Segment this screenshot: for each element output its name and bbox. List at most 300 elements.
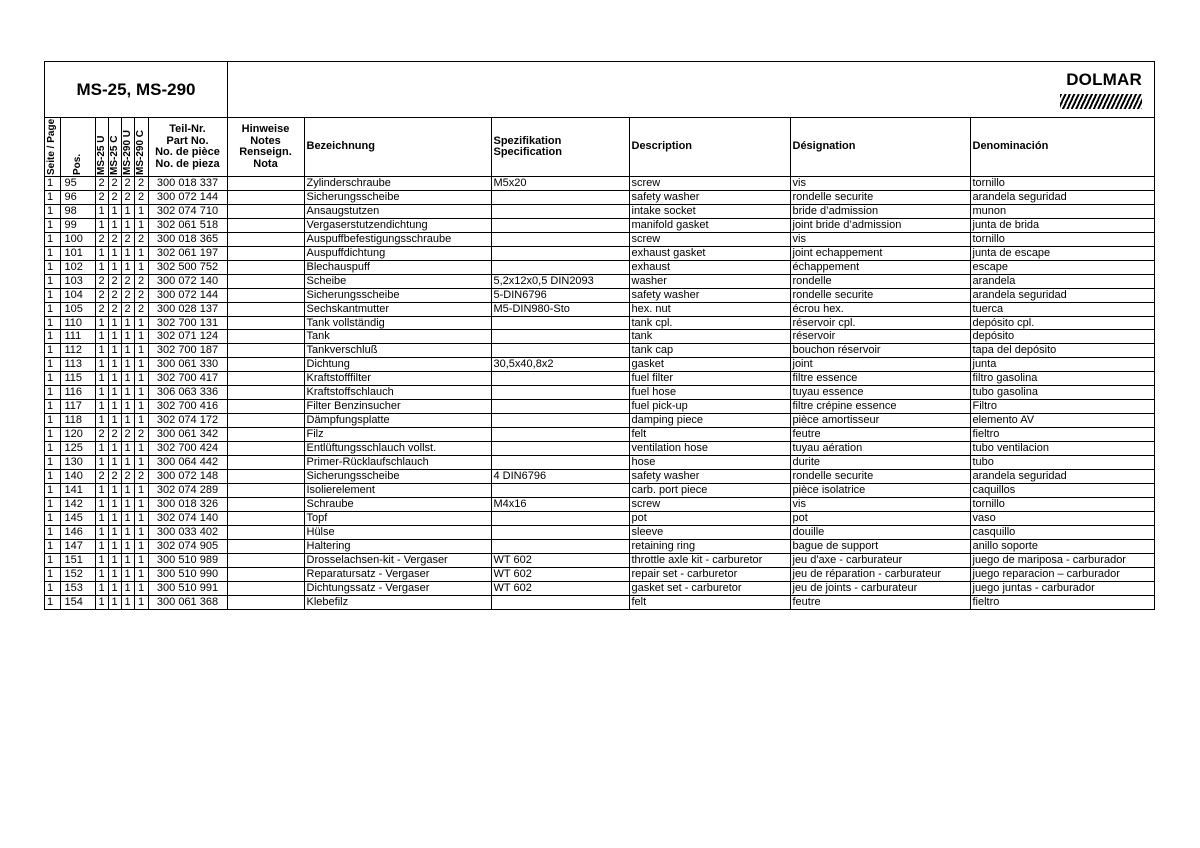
page-cell: 1 [45, 190, 60, 204]
qty-ms25u-cell: 2 [95, 302, 108, 316]
qty-ms290c-cell: 1 [134, 483, 148, 497]
denominacion-cell: tuerca [970, 302, 1154, 316]
qty-ms290c-cell: 1 [134, 400, 148, 414]
designation-cell: rondelle securite [790, 470, 970, 484]
qty-ms25u-cell: 1 [95, 497, 108, 511]
bezeichnung-cell: Sicherungsscheibe [304, 190, 491, 204]
qty-ms25c-cell: 2 [108, 302, 121, 316]
table-row [45, 539, 1154, 553]
pos-cell: 105 [60, 302, 95, 316]
qty-ms25c-cell: 1 [108, 414, 121, 428]
qty-ms290u-cell: 1 [121, 511, 134, 525]
qty-ms25c-cell: 2 [108, 428, 121, 442]
brand-cell [228, 62, 1154, 117]
part-no-cell: 300 072 144 [148, 190, 227, 204]
notes-cell [227, 525, 304, 539]
qty-ms25c-cell: 2 [108, 190, 121, 204]
designation-cell: douille [790, 525, 970, 539]
qty-ms25u-cell: 2 [95, 288, 108, 302]
specification-cell [491, 246, 629, 260]
designation-cell: filtre crépine essence [790, 400, 970, 414]
bezeichnung-cell: Zylinderschraube [304, 177, 491, 191]
qty-ms290u-cell: 1 [121, 344, 134, 358]
notes-cell [227, 246, 304, 260]
part-no-cell: 302 074 140 [148, 511, 227, 525]
designation-cell: joint bride d’admission [790, 218, 970, 232]
specification-cell: 4 DIN6796 [491, 470, 629, 484]
pos-cell: 103 [60, 274, 95, 288]
pos-cell: 116 [60, 386, 95, 400]
pos-cell: 146 [60, 525, 95, 539]
bezeichnung-cell: Hülse [304, 525, 491, 539]
qty-ms25u-cell: 1 [95, 260, 108, 274]
page-cell: 1 [45, 497, 60, 511]
table-row [45, 288, 1154, 302]
part-no-cell: 300 072 144 [148, 288, 227, 302]
designation-cell: réservoir [790, 330, 970, 344]
brand-logo-text: DOLMAR [1066, 70, 1142, 89]
description-cell: screw [629, 177, 790, 191]
qty-ms290u-cell: 1 [121, 260, 134, 274]
designation-cell: pot [790, 511, 970, 525]
specification-cell [491, 400, 629, 414]
qty-ms290u-cell: 1 [121, 358, 134, 372]
qty-ms25c-cell: 1 [108, 218, 121, 232]
part-no-cell: 300 072 148 [148, 470, 227, 484]
page-cell: 1 [45, 288, 60, 302]
qty-ms290u-cell: 1 [121, 442, 134, 456]
pos-cell: 112 [60, 344, 95, 358]
pos-cell: 104 [60, 288, 95, 302]
pos-cell: 117 [60, 400, 95, 414]
denominacion-cell: tubo [970, 456, 1154, 470]
qty-ms25c-cell: 1 [108, 400, 121, 414]
notes-cell [227, 567, 304, 581]
bezeichnung-cell: Dichtung [304, 358, 491, 372]
pos-cell: 101 [60, 246, 95, 260]
specification-cell [491, 511, 629, 525]
qty-ms290u-cell: 1 [121, 218, 134, 232]
denominacion-cell: arandela seguridad [970, 470, 1154, 484]
specification-cell [491, 386, 629, 400]
part-no-cell: 302 074 172 [148, 414, 227, 428]
col-header-part-no: Teil-Nr. Part No. No. de pièce No. de pieza [148, 118, 227, 177]
qty-ms290c-cell: 1 [134, 372, 148, 386]
table-row [45, 204, 1154, 218]
notes-cell [227, 442, 304, 456]
qty-ms25u-cell: 1 [95, 539, 108, 553]
bezeichnung-cell: Kraftstofffilter [304, 372, 491, 386]
designation-cell: joint [790, 358, 970, 372]
page-cell: 1 [45, 218, 60, 232]
pos-cell: 125 [60, 442, 95, 456]
designation-cell: tuyau essence [790, 386, 970, 400]
qty-ms25c-cell: 2 [108, 177, 121, 191]
col-header-bezeichnung: Bezeichnung [304, 118, 491, 177]
qty-ms25c-cell: 2 [108, 470, 121, 484]
qty-ms25u-cell: 1 [95, 442, 108, 456]
denominacion-cell: depósito cpl. [970, 316, 1154, 330]
description-cell: manifold gasket [629, 218, 790, 232]
description-cell: hex. nut [629, 302, 790, 316]
qty-ms290u-cell: 1 [121, 539, 134, 553]
description-cell: safety washer [629, 288, 790, 302]
bezeichnung-cell: Sicherungsscheibe [304, 288, 491, 302]
col-header-pos: Pos. [60, 118, 95, 177]
designation-cell: rondelle securite [790, 190, 970, 204]
qty-ms290u-cell: 1 [121, 553, 134, 567]
qty-ms290c-cell: 2 [134, 470, 148, 484]
notes-cell [227, 414, 304, 428]
denominacion-cell: tubo ventilacion [970, 442, 1154, 456]
table-row [45, 232, 1154, 246]
denominacion-cell: depósito [970, 330, 1154, 344]
bezeichnung-cell: Scheibe [304, 274, 491, 288]
notes-cell [227, 218, 304, 232]
table-row [45, 470, 1154, 484]
specification-cell [491, 330, 629, 344]
denominacion-cell: juego de mariposa - carburador [970, 553, 1154, 567]
qty-ms25c-cell: 2 [108, 232, 121, 246]
pos-cell: 100 [60, 232, 95, 246]
qty-ms290u-cell: 1 [121, 330, 134, 344]
description-cell: gasket set - carburetor [629, 581, 790, 595]
page-cell: 1 [45, 302, 60, 316]
qty-ms290c-cell: 2 [134, 177, 148, 191]
description-cell: fuel hose [629, 386, 790, 400]
denominacion-cell: juego reparacion – carburador [970, 567, 1154, 581]
part-no-cell: 300 510 989 [148, 553, 227, 567]
description-cell: retaining ring [629, 539, 790, 553]
qty-ms25c-cell: 1 [108, 358, 121, 372]
qty-ms290c-cell: 1 [134, 539, 148, 553]
specification-cell [491, 595, 629, 608]
part-no-cell: 300 018 365 [148, 232, 227, 246]
qty-ms290c-cell: 2 [134, 232, 148, 246]
qty-ms290c-cell: 1 [134, 456, 148, 470]
table-row [45, 190, 1154, 204]
bezeichnung-cell: Kraftstoffschlauch [304, 386, 491, 400]
col-header-specification: Spezifikation Specification [491, 118, 629, 177]
notes-cell [227, 553, 304, 567]
qty-ms25c-cell: 1 [108, 344, 121, 358]
specification-cell: M4x16 [491, 497, 629, 511]
bezeichnung-cell: Tankverschluß [304, 344, 491, 358]
pos-cell: 99 [60, 218, 95, 232]
specification-cell: WT 602 [491, 581, 629, 595]
qty-ms290u-cell: 2 [121, 302, 134, 316]
designation-cell: durite [790, 456, 970, 470]
page-cell: 1 [45, 177, 60, 191]
table-row [45, 400, 1154, 414]
qty-ms25u-cell: 1 [95, 358, 108, 372]
table-row [45, 386, 1154, 400]
part-no-cell: 300 510 990 [148, 567, 227, 581]
description-cell: fuel filter [629, 372, 790, 386]
part-no-cell: 302 061 197 [148, 246, 227, 260]
qty-ms290u-cell: 1 [121, 525, 134, 539]
designation-cell: tuyau aération [790, 442, 970, 456]
designation-cell: écrou hex. [790, 302, 970, 316]
page-cell: 1 [45, 553, 60, 567]
specification-cell: 5,2x12x0,5 DIN2093 [491, 274, 629, 288]
specification-cell [491, 204, 629, 218]
page-cell: 1 [45, 456, 60, 470]
qty-ms290c-cell: 1 [134, 581, 148, 595]
denominacion-cell: Filtro [970, 400, 1154, 414]
bezeichnung-cell: Auspuffbefestigungsschraube [304, 232, 491, 246]
description-cell: tank cap [629, 344, 790, 358]
notes-cell [227, 288, 304, 302]
bezeichnung-cell: Tank [304, 330, 491, 344]
part-no-cell: 300 018 326 [148, 497, 227, 511]
description-cell: screw [629, 232, 790, 246]
bezeichnung-cell: Filter Benzinsucher [304, 400, 491, 414]
pos-cell: 145 [60, 511, 95, 525]
notes-cell [227, 204, 304, 218]
notes-cell [227, 400, 304, 414]
description-cell: washer [629, 274, 790, 288]
pos-cell: 152 [60, 567, 95, 581]
qty-ms25u-cell: 1 [95, 218, 108, 232]
notes-cell [227, 232, 304, 246]
qty-ms25u-cell: 2 [95, 232, 108, 246]
description-cell: exhaust gasket [629, 246, 790, 260]
pos-cell: 95 [60, 177, 95, 191]
qty-ms25c-cell: 1 [108, 456, 121, 470]
denominacion-cell: munon [970, 204, 1154, 218]
qty-ms290c-cell: 1 [134, 414, 148, 428]
part-no-cell: 306 063 336 [148, 386, 227, 400]
designation-cell: jeu d'axe - carburateur [790, 553, 970, 567]
table-header-row [45, 118, 1154, 177]
qty-ms25c-cell: 1 [108, 539, 121, 553]
qty-ms25c-cell: 1 [108, 581, 121, 595]
bezeichnung-cell: Sicherungsscheibe [304, 470, 491, 484]
part-no-cell: 300 064 442 [148, 456, 227, 470]
specification-cell [491, 442, 629, 456]
description-cell: damping piece [629, 414, 790, 428]
page-cell: 1 [45, 511, 60, 525]
qty-ms25c-cell: 1 [108, 386, 121, 400]
qty-ms25c-cell: 1 [108, 246, 121, 260]
specification-cell [491, 372, 629, 386]
part-no-cell: 300 028 137 [148, 302, 227, 316]
qty-ms290c-cell: 2 [134, 288, 148, 302]
denominacion-cell: escape [970, 260, 1154, 274]
col-header-ms290u: MS-290 U [121, 118, 134, 177]
table-row [45, 316, 1154, 330]
denominacion-cell: caquillos [970, 483, 1154, 497]
qty-ms25c-cell: 1 [108, 525, 121, 539]
qty-ms290u-cell: 1 [121, 316, 134, 330]
designation-cell: feutre [790, 428, 970, 442]
specification-cell [491, 190, 629, 204]
specification-cell [491, 316, 629, 330]
part-no-cell: 300 061 342 [148, 428, 227, 442]
table-row [45, 525, 1154, 539]
page-cell: 1 [45, 372, 60, 386]
description-cell: exhaust [629, 260, 790, 274]
notes-cell [227, 330, 304, 344]
pos-cell: 147 [60, 539, 95, 553]
qty-ms290u-cell: 1 [121, 204, 134, 218]
qty-ms25c-cell: 2 [108, 274, 121, 288]
notes-cell [227, 497, 304, 511]
table-row [45, 330, 1154, 344]
specification-cell [491, 232, 629, 246]
part-no-cell: 302 074 710 [148, 204, 227, 218]
part-no-cell: 302 500 752 [148, 260, 227, 274]
qty-ms25c-cell: 1 [108, 330, 121, 344]
bezeichnung-cell: Haltering [304, 539, 491, 553]
qty-ms25c-cell: 1 [108, 595, 121, 608]
qty-ms25u-cell: 1 [95, 330, 108, 344]
pos-cell: 141 [60, 483, 95, 497]
bezeichnung-cell: Schraube [304, 497, 491, 511]
designation-cell: pièce isolatrice [790, 483, 970, 497]
qty-ms290c-cell: 1 [134, 442, 148, 456]
model-cell [45, 62, 228, 117]
qty-ms25u-cell: 1 [95, 204, 108, 218]
description-cell: hose [629, 456, 790, 470]
part-no-cell: 300 061 330 [148, 358, 227, 372]
notes-cell [227, 428, 304, 442]
col-header-notes: Hinweise Notes Renseign. Nota [227, 118, 304, 177]
bezeichnung-cell: Tank vollständig [304, 316, 491, 330]
bezeichnung-cell: Topf [304, 511, 491, 525]
description-cell: screw [629, 497, 790, 511]
qty-ms290c-cell: 1 [134, 330, 148, 344]
denominacion-cell: filtro gasolina [970, 372, 1154, 386]
part-no-cell: 300 018 337 [148, 177, 227, 191]
table-row [45, 483, 1154, 497]
table-row [45, 511, 1154, 525]
qty-ms25c-cell: 1 [108, 497, 121, 511]
denominacion-cell: tornillo [970, 177, 1154, 191]
specification-cell: 5-DIN6796 [491, 288, 629, 302]
qty-ms25c-cell: 2 [108, 288, 121, 302]
qty-ms290u-cell: 1 [121, 595, 134, 608]
denominacion-cell: vaso [970, 511, 1154, 525]
page-cell: 1 [45, 330, 60, 344]
col-header-ms290c: MS-290 C [134, 118, 148, 177]
qty-ms290c-cell: 1 [134, 595, 148, 608]
page-cell: 1 [45, 414, 60, 428]
specification-cell: 30,5x40,8x2 [491, 358, 629, 372]
description-cell: intake socket [629, 204, 790, 218]
notes-cell [227, 274, 304, 288]
pos-cell: 111 [60, 330, 95, 344]
qty-ms290u-cell: 2 [121, 428, 134, 442]
designation-cell: bride d’admission [790, 204, 970, 218]
qty-ms25u-cell: 1 [95, 246, 108, 260]
table-row [45, 246, 1154, 260]
designation-cell: filtre essence [790, 372, 970, 386]
qty-ms290u-cell: 1 [121, 386, 134, 400]
description-cell: tank cpl. [629, 316, 790, 330]
pos-cell: 115 [60, 372, 95, 386]
description-cell: ventilation hose [629, 442, 790, 456]
qty-ms290u-cell: 1 [121, 456, 134, 470]
table-row [45, 581, 1154, 595]
qty-ms25u-cell: 1 [95, 386, 108, 400]
bezeichnung-cell: Entlüftungsschlauch vollst. [304, 442, 491, 456]
page-cell: 1 [45, 204, 60, 218]
notes-cell [227, 511, 304, 525]
qty-ms25u-cell: 1 [95, 567, 108, 581]
brand-logo-stripes [1060, 94, 1142, 109]
qty-ms25u-cell: 2 [95, 470, 108, 484]
denominacion-cell: tornillo [970, 232, 1154, 246]
notes-cell [227, 260, 304, 274]
designation-cell: vis [790, 497, 970, 511]
page-cell: 1 [45, 260, 60, 274]
designation-cell: vis [790, 232, 970, 246]
description-cell: tank [629, 330, 790, 344]
part-no-cell: 302 700 417 [148, 372, 227, 386]
qty-ms290u-cell: 2 [121, 470, 134, 484]
notes-cell [227, 456, 304, 470]
pos-cell: 151 [60, 553, 95, 567]
qty-ms25c-cell: 1 [108, 442, 121, 456]
denominacion-cell: junta [970, 358, 1154, 372]
page-cell: 1 [45, 581, 60, 595]
col-header-ms25u: MS-25 U [95, 118, 108, 177]
qty-ms290c-cell: 1 [134, 316, 148, 330]
pos-cell: 118 [60, 414, 95, 428]
qty-ms25u-cell: 1 [95, 400, 108, 414]
part-no-cell: 302 071 124 [148, 330, 227, 344]
sheet-header [45, 62, 1154, 118]
description-cell: felt [629, 428, 790, 442]
notes-cell [227, 581, 304, 595]
qty-ms25u-cell: 1 [95, 316, 108, 330]
qty-ms25u-cell: 2 [95, 428, 108, 442]
description-cell: carb. port piece [629, 483, 790, 497]
description-cell: pot [629, 511, 790, 525]
notes-cell [227, 539, 304, 553]
notes-cell [227, 344, 304, 358]
specification-cell [491, 218, 629, 232]
specification-cell: M5-DIN980-Sto [491, 302, 629, 316]
specification-cell [491, 428, 629, 442]
table-row [45, 358, 1154, 372]
qty-ms290u-cell: 1 [121, 497, 134, 511]
part-no-cell: 300 061 368 [148, 595, 227, 608]
notes-cell [227, 470, 304, 484]
notes-cell [227, 483, 304, 497]
denominacion-cell: juego juntas - carburador [970, 581, 1154, 595]
denominacion-cell: tapa del depósito [970, 344, 1154, 358]
page-cell: 1 [45, 386, 60, 400]
designation-cell: jeu de réparation - carburateur [790, 567, 970, 581]
designation-cell: bouchon réservoir [790, 344, 970, 358]
bezeichnung-cell: Blechauspuff [304, 260, 491, 274]
qty-ms290c-cell: 2 [134, 428, 148, 442]
pos-cell: 142 [60, 497, 95, 511]
qty-ms25u-cell: 1 [95, 344, 108, 358]
qty-ms25u-cell: 1 [95, 553, 108, 567]
designation-cell: jeu de joints - carburateur [790, 581, 970, 595]
part-no-cell: 302 061 518 [148, 218, 227, 232]
designation-cell: bague de support [790, 539, 970, 553]
qty-ms290c-cell: 2 [134, 274, 148, 288]
pos-cell: 153 [60, 581, 95, 595]
description-cell: throttle axle kit - carburetor [629, 553, 790, 567]
bezeichnung-cell: Isolierelement [304, 483, 491, 497]
page-cell: 1 [45, 400, 60, 414]
